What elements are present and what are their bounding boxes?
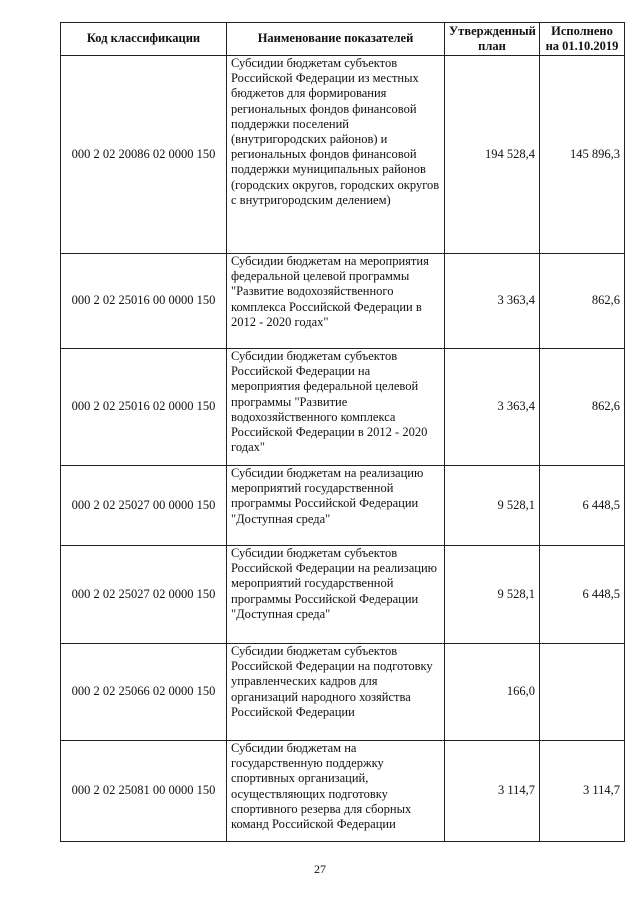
row-plan: 194 528,4 bbox=[445, 56, 540, 254]
row-plan: 3 363,4 bbox=[445, 254, 540, 349]
row-code: 000 2 02 25081 00 0000 150 bbox=[61, 741, 227, 842]
row-plan: 9 528,1 bbox=[445, 466, 540, 546]
page-number: 27 bbox=[314, 862, 326, 876]
row-code: 000 2 02 25027 00 0000 150 bbox=[61, 466, 227, 546]
row-code: 000 2 02 25027 02 0000 150 bbox=[61, 546, 227, 644]
row-plan: 3 363,4 bbox=[445, 349, 540, 466]
budget-table bbox=[60, 22, 625, 842]
row-code: 000 2 02 25016 00 0000 150 bbox=[61, 254, 227, 349]
header-plan: Утвержденный план bbox=[445, 23, 540, 56]
row-name: Субсидии бюджетам на реализацию мероприятий государственной программы Российской Федерации "Доступная среда" bbox=[227, 466, 445, 546]
row-done: 3 114,7 bbox=[540, 741, 625, 842]
table-row bbox=[61, 741, 625, 842]
row-plan: 3 114,7 bbox=[445, 741, 540, 842]
row-done: 6 448,5 bbox=[540, 466, 625, 546]
row-code: 000 2 02 25066 02 0000 150 bbox=[61, 644, 227, 741]
table-row bbox=[61, 546, 625, 644]
table-row bbox=[61, 56, 625, 254]
table-header-row bbox=[61, 23, 625, 56]
header-name: Наименование показателей bbox=[227, 23, 445, 56]
row-name: Субсидии бюджетам субъектов Российской Федерации из местных бюджетов для формирования региональных фондов финансовой поддержки поселений (внутригородских районов) и региональных фондов финансовой поддержки муниципальных районов (городских округов, городских округов с внутригородским делением) bbox=[227, 56, 445, 254]
row-done: 145 896,3 bbox=[540, 56, 625, 254]
row-name: Субсидии бюджетам субъектов Российской Федерации на реализацию мероприятий государственной программы Российской Федерации "Доступная среда" bbox=[227, 546, 445, 644]
table-row bbox=[61, 254, 625, 349]
row-done bbox=[540, 644, 625, 741]
table-row bbox=[61, 644, 625, 741]
row-done: 6 448,5 bbox=[540, 546, 625, 644]
row-code: 000 2 02 20086 02 0000 150 bbox=[61, 56, 227, 254]
table-row bbox=[61, 349, 625, 466]
row-name: Субсидии бюджетам на государственную поддержку спортивных организаций, осуществляющих подготовку спортивного резерва для сборных команд Российской Федерации bbox=[227, 741, 445, 842]
row-code: 000 2 02 25016 02 0000 150 bbox=[61, 349, 227, 466]
row-name: Субсидии бюджетам субъектов Российской Федерации на подготовку управленческих кадров для организаций народного хозяйства Российской Федерации bbox=[227, 644, 445, 741]
row-name: Субсидии бюджетам субъектов Российской Федерации на мероприятия федеральной целевой программы "Развитие водохозяйственного комплекса Российской Федерации в 2012 - 2020 годах" bbox=[227, 349, 445, 466]
header-done: Исполнено на 01.10.2019 bbox=[540, 23, 625, 56]
row-done: 862,6 bbox=[540, 349, 625, 466]
table-row bbox=[61, 466, 625, 546]
row-done: 862,6 bbox=[540, 254, 625, 349]
header-code: Код классификации bbox=[61, 23, 227, 56]
row-plan: 9 528,1 bbox=[445, 546, 540, 644]
row-name: Субсидии бюджетам на мероприятия федеральной целевой программы "Развитие водохозяйственного комплекса Российской Федерации в 2012 - 2020 годах" bbox=[227, 254, 445, 349]
row-plan: 166,0 bbox=[445, 644, 540, 741]
